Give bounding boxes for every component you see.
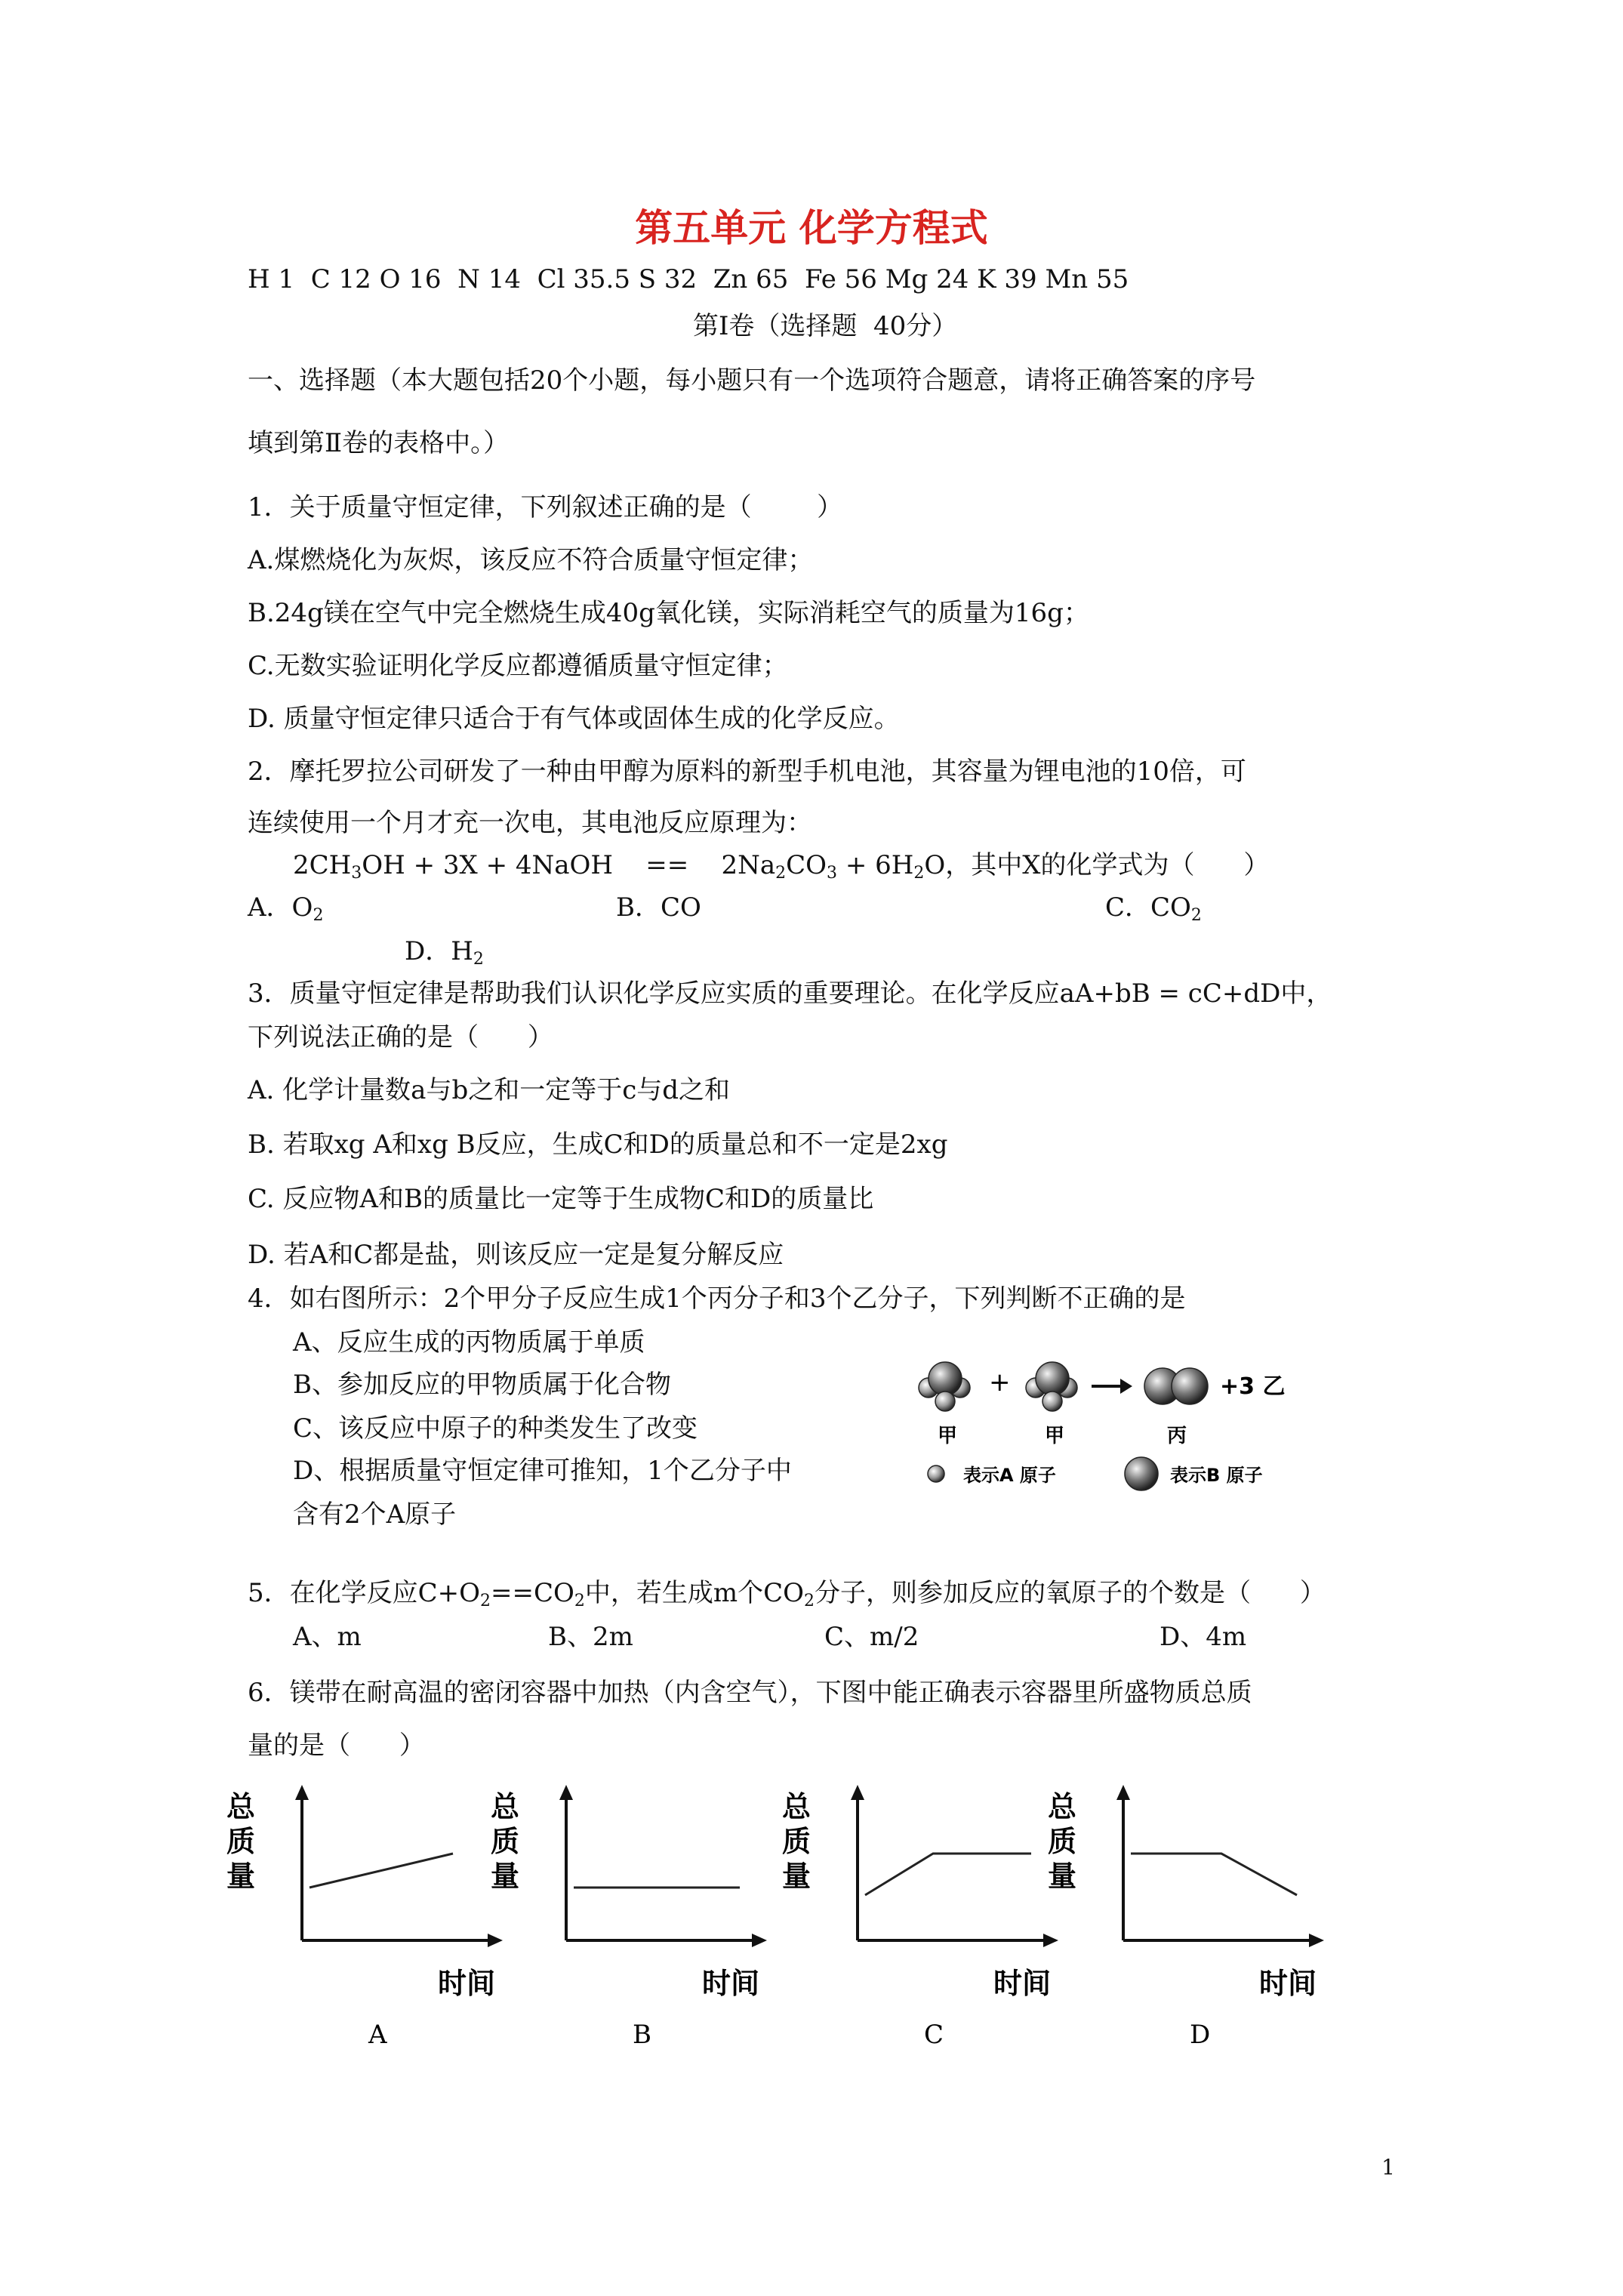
mass-line (1131, 1854, 1297, 1895)
q4-option-c: C、该反应中原子的种类发生了改变 (293, 1413, 698, 1444)
reaction-figure (913, 1344, 1336, 1518)
legend-atom-b: 表示B 原子 (1170, 1465, 1263, 1486)
y-axis-arrow-icon (1116, 1785, 1130, 1800)
plus-three-yi: +3 乙 (1220, 1373, 1286, 1400)
q2-equation: $2CH_3OH + 3X$ + 4NaOH == $2Na_2CO_3 + 6H_2O$，其中X的化学式为（ ） (293, 850, 1270, 883)
y-axis-label: 质 (491, 1825, 520, 1858)
q1-option-c: C.无数实验证明化学反应都遵循质量守恒定律； (248, 651, 788, 681)
section-header: 第Ⅰ卷（选择题 40分） (693, 311, 958, 341)
q3-option-b: B. 若取xg A和xg B反应，生成C和D的质量总和不一定是2xg (248, 1130, 948, 1160)
label-jia-2: 甲 (1045, 1425, 1065, 1447)
y-axis-arrow-icon (851, 1785, 864, 1800)
y-axis-label: 质 (1048, 1825, 1077, 1858)
y-axis-label: 量 (1048, 1860, 1077, 1893)
mass-line (865, 1854, 1031, 1895)
q4-option-d-line2: 含有2个A原子 (293, 1499, 457, 1530)
mass-time-graph-D (1048, 1774, 1335, 2046)
q2-line1: 2．摩托罗拉公司研发了一种由甲醇为原料的新型手机电池，其容量为锂电池的10倍，可 (248, 757, 1246, 787)
y-axis-label: 量 (782, 1860, 812, 1893)
q5-option-d: D、4m (1160, 1622, 1247, 1652)
q3-option-d: D. 若A和C都是盐，则该反应一定是复分解反应 (248, 1240, 784, 1270)
x-axis-arrow-icon (752, 1934, 767, 1947)
page-title: 第五单元 化学方程式 (635, 205, 988, 250)
q2-option-b: B．CO (616, 892, 701, 923)
q5-stem: 5．在化学反应$C+O_2==CO_2$中，若生成m个$CO_2$分子，则参加反应的氧原子的个数是（ ） (248, 1578, 1326, 1610)
q2-option-a: A．$O_2$ (248, 892, 324, 925)
x-axis-arrow-icon (1309, 1934, 1324, 1947)
q2-line2: 连续使用一个月才充一次电，其电池反应原理为： (248, 808, 812, 838)
q1-option-b: B.24g镁在空气中完全燃烧生成40g氧化镁，实际消耗空气的质量为16g； (248, 598, 1089, 628)
q1-option-d: D. 质量守恒定律只适合于有气体或固体生成的化学反应。 (248, 704, 900, 734)
label-bing: 丙 (1167, 1425, 1187, 1447)
legend-atom-b-icon (1125, 1457, 1158, 1490)
molecule-jia-1 (919, 1362, 970, 1411)
y-axis-label: 总 (782, 1790, 812, 1823)
q2-option-d: D．$H_2$ (405, 936, 484, 969)
q3-option-a: A. 化学计量数a与b之和一定等于c与d之和 (248, 1075, 731, 1105)
q5-option-b: B、2m (548, 1622, 633, 1652)
y-axis-label: 总 (226, 1790, 256, 1823)
q1-option-a: A.煤燃烧化为灰烬，该反应不符合质量守恒定律； (248, 545, 814, 575)
q4-option-d-line1: D、根据质量守恒定律可推知，1个乙分子中 (293, 1456, 792, 1486)
mass-time-graph-C (782, 1774, 1069, 2046)
molecule-bing (1144, 1368, 1208, 1404)
y-axis-label: 总 (1048, 1790, 1077, 1823)
x-axis-label: 时间 (702, 1967, 760, 2000)
legend-atom-a-icon (928, 1465, 944, 1482)
q4-option-a: A、反应生成的丙物质属于单质 (293, 1327, 645, 1358)
atomic-masses: H 1 C 12 O 16 N 14 Cl 35.5 S 32 Zn 65 Fe 56 Mg 24 K 39 Mn 55 (248, 264, 1129, 294)
graph-option-label: B (633, 2020, 651, 2046)
mass-time-graph-A (226, 1774, 513, 2046)
molecule-jia-2 (1026, 1362, 1077, 1411)
q3-line2: 下列说法正确的是（ ） (248, 1022, 553, 1052)
graph-option-label: C (924, 2020, 944, 2046)
legend-atom-a: 表示A 原子 (963, 1465, 1056, 1486)
q6-line1: 6．镁带在耐高温的密闭容器中加热（内含空气），下图中能正确表示容器里所盛物质总质 (248, 1678, 1252, 1708)
label-jia-1: 甲 (938, 1425, 958, 1447)
plus-sign: + (989, 1367, 1011, 1398)
q3-line1: 3．质量守恒定律是帮助我们认识化学反应实质的重要理论。在化学反应aA+bB = cC+dD中， (248, 978, 1332, 1009)
q4-option-b: B、参加反应的甲物质属于化合物 (293, 1370, 671, 1400)
instructions-line2: 填到第Ⅱ卷的表格中。） (248, 428, 510, 458)
q5-option-a: A、m (293, 1622, 362, 1652)
q5-option-c: C、m/2 (824, 1622, 919, 1652)
y-axis-label: 质 (782, 1825, 812, 1858)
q3-option-c: C. 反应物A和B的质量比一定等于生成物C和D的质量比 (248, 1184, 874, 1214)
graph-option-label: A (368, 2020, 387, 2046)
page-number: 1 (1381, 2155, 1395, 2180)
y-axis-arrow-icon (295, 1785, 309, 1800)
mass-line (310, 1854, 453, 1888)
q1-stem: 1．关于质量守恒定律，下列叙述正确的是（ ） (248, 492, 843, 522)
y-axis-label: 量 (491, 1860, 520, 1893)
x-axis-label: 时间 (438, 1967, 496, 2000)
y-axis-label: 总 (491, 1790, 520, 1823)
graph-option-label: D (1190, 2020, 1211, 2046)
y-axis-arrow-icon (559, 1785, 573, 1800)
y-axis-label: 质 (226, 1825, 256, 1858)
q6-line2: 量的是（ ） (248, 1730, 425, 1761)
y-axis-label: 量 (226, 1860, 256, 1893)
q4-stem: 4．如右图所示：2个甲分子反应生成1个丙分子和3个乙分子，下列判断不正确的是 (248, 1284, 1186, 1314)
instructions-line1: 一、选择题（本大题包括20个小题，每小题只有一个选项符合题意，请将正确答案的序号 (248, 365, 1256, 396)
mass-time-graph-B (491, 1774, 778, 2046)
q2-option-c: C．$CO_2$ (1105, 892, 1202, 925)
x-axis-label: 时间 (993, 1967, 1052, 2000)
arrow-icon (1092, 1379, 1132, 1394)
x-axis-label: 时间 (1259, 1967, 1317, 2000)
